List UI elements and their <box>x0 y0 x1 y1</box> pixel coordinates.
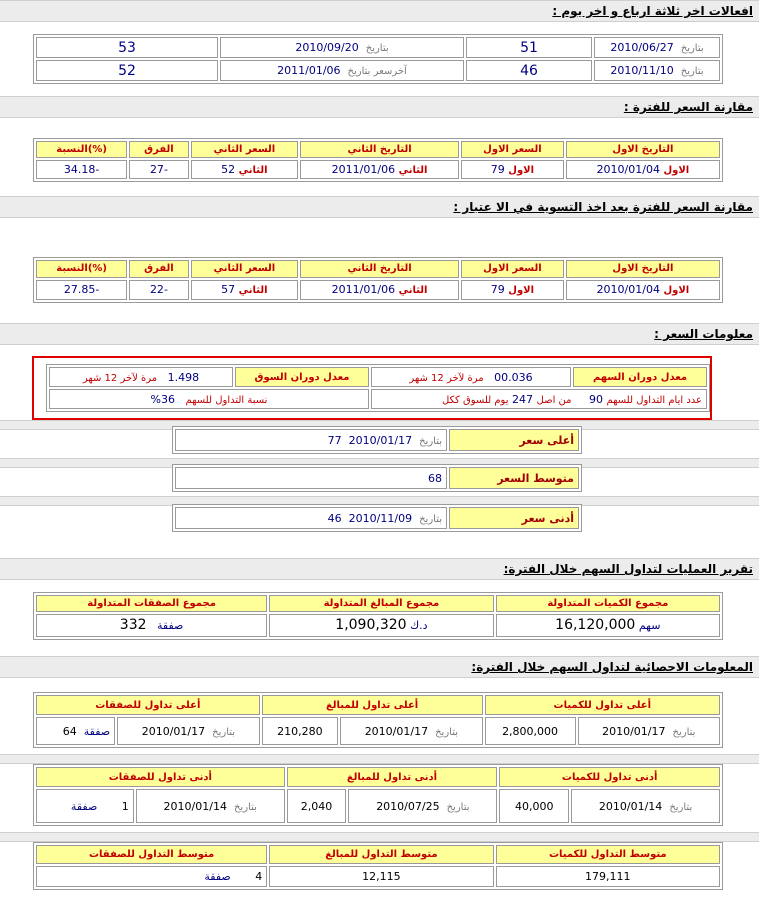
table-cell: بتاريخ 2010/01/17 <box>117 717 259 745</box>
column-header: التاريخ الثاني <box>300 141 459 158</box>
table-cell: 40,000 <box>499 789 569 823</box>
table-cell: الاول 79 <box>461 160 564 179</box>
section-title: مقارنة السعر للفترة : <box>623 100 753 114</box>
table-cell: 4 صفقة <box>36 866 267 887</box>
table-cell: 51 <box>466 37 592 58</box>
section-header-last-quarters <box>0 0 759 22</box>
table-header-row <box>36 260 720 278</box>
table-cell: 68 <box>175 467 447 489</box>
table-cell: بتاريخ 2010/01/17 <box>578 717 720 745</box>
column-header: أدنى تداول للمبالغ <box>287 767 498 787</box>
table-cell: سهم 16,120,000 <box>496 614 720 637</box>
column-header: السعر الثاني <box>191 260 299 278</box>
column-header: السعر الثاني <box>191 141 299 158</box>
table-cell: بتاريخ 2010/01/14 <box>571 789 720 823</box>
table-cell: الثاني 2011/01/06 <box>300 160 459 179</box>
column-header: الفرق <box>129 260 188 278</box>
table-cell: بتاريخ 2010/11/09 46 <box>175 507 447 529</box>
column-header: أدنى تداول للكميات <box>499 767 720 787</box>
divider <box>0 754 759 764</box>
table-cell: 46 <box>466 60 592 81</box>
table-cell: بتاريخ 2010/07/25 <box>348 789 497 823</box>
table-cell: آخرسعر بتاريخ 2011/01/06 <box>220 60 464 81</box>
table-cell: 1.498 مرة لآخر 12 شهر <box>49 367 233 387</box>
turnover-table <box>46 364 710 412</box>
table-cell: نسبة التداول للسهم 36% <box>49 389 369 409</box>
table-cell: عدد ايام التداول للسهم 90 من اصل 247 يوم للسوق ككل <box>371 389 707 409</box>
section-header-price-compare <box>0 96 759 118</box>
table-cell: صفقة 332 <box>36 614 267 637</box>
table-cell: 1 صفقة <box>36 789 134 823</box>
table-cell: -27 <box>129 160 188 179</box>
table-row <box>36 37 720 58</box>
column-header: مجموع الكميات المتداولة <box>496 595 720 612</box>
table-header-row <box>36 695 720 715</box>
table-cell: الاول 79 <box>461 280 564 300</box>
table-row <box>36 60 720 81</box>
low-price-label: أدنى سعر <box>449 507 579 529</box>
table-cell: بتاريخ 2010/01/14 <box>136 789 285 823</box>
column-header: الفرق <box>129 141 188 158</box>
table-row <box>36 717 720 745</box>
table-header-row <box>36 767 720 787</box>
section-title: افعالات اخر ثلاثة ارباع و اخر يوم : <box>552 4 753 18</box>
section-title: معلومات السعر : <box>654 327 753 341</box>
table-cell: بتاريخ 2010/11/10 <box>594 60 720 81</box>
divider <box>0 832 759 842</box>
table-cell: -34.18 <box>36 160 127 179</box>
high-price-label: أعلى سعر <box>449 429 579 451</box>
table-cell: 52 <box>36 60 218 81</box>
avg-price-label: متوسط السعر <box>449 467 579 489</box>
section-header-statistics <box>0 656 759 678</box>
table-cell: د.ك 1,090,320 <box>269 614 493 637</box>
column-header: التاريخ الاول <box>566 141 720 158</box>
table-cell: 179,111 <box>496 866 720 887</box>
table-row <box>175 507 579 529</box>
section-title: مقارنة السعر للفترة بعد اخذ التسوية في الا عتبار : <box>453 200 753 214</box>
table-cell: الثاني 52 <box>191 160 299 179</box>
section-title: المعلومات الاحصائية لتداول السهم خلال الفترة: <box>471 660 753 674</box>
table-header-row <box>36 595 720 612</box>
high-price-table <box>172 426 582 454</box>
column-header: السعر الاول <box>461 260 564 278</box>
table-cell: 53 <box>36 37 218 58</box>
low-price-table <box>172 504 582 532</box>
column-header: التاريخ الثاني <box>300 260 459 278</box>
column-header: متوسط التداول للكميات <box>496 845 720 864</box>
table-row <box>175 429 579 451</box>
market-turnover-label: معدل دوران السوق <box>235 367 369 387</box>
table-row <box>36 866 720 887</box>
column-header: أعلى تداول للصفقات <box>36 695 260 715</box>
table-cell: 2,040 <box>287 789 347 823</box>
table-cell: بتاريخ 2010/09/20 <box>220 37 464 58</box>
table-row <box>49 367 707 387</box>
table-cell: صفقة 64 <box>36 717 115 745</box>
high-trading-table <box>33 692 723 748</box>
section-header-operations-report <box>0 558 759 580</box>
table-cell: 2,800,000 <box>485 717 576 745</box>
table-cell: بتاريخ 2010/01/17 <box>340 717 482 745</box>
table-cell: الاول 2010/01/04 <box>566 280 720 300</box>
table-cell: بتاريخ 2010/06/27 <box>594 37 720 58</box>
column-header: متوسط التداول للمبالغ <box>269 845 493 864</box>
table-cell: 00.036 مرة لآخر 12 شهر <box>371 367 571 387</box>
section-header-adjusted-compare <box>0 196 759 218</box>
table-row <box>36 280 720 300</box>
adjusted-compare-table <box>33 257 723 303</box>
column-header: أعلى تداول للمبالغ <box>262 695 483 715</box>
column-header: (%)النسبة <box>36 141 127 158</box>
section-title: تقرير العمليات لتداول السهم خلال الفترة: <box>503 562 753 576</box>
column-header: (%)النسبة <box>36 260 127 278</box>
table-cell: الثاني 57 <box>191 280 299 300</box>
last-quarters-table <box>33 34 723 84</box>
price-compare-table <box>33 138 723 182</box>
table-cell: 210,280 <box>262 717 339 745</box>
table-header-row <box>36 845 720 864</box>
column-header: السعر الاول <box>461 141 564 158</box>
table-cell: الاول 2010/01/04 <box>566 160 720 179</box>
table-header-row <box>36 141 720 158</box>
column-header: مجموع المبالغ المتداولة <box>269 595 493 612</box>
low-trading-table <box>33 764 723 826</box>
column-header: مجموع الصفقات المتداولة <box>36 595 267 612</box>
table-cell: الثاني 2011/01/06 <box>300 280 459 300</box>
table-row <box>49 389 707 409</box>
operations-table <box>33 592 723 640</box>
table-cell: 12,115 <box>269 866 493 887</box>
table-cell: بتاريخ 2010/01/17 77 <box>175 429 447 451</box>
table-cell: -27.85 <box>36 280 127 300</box>
table-row <box>36 789 720 823</box>
stock-turnover-label: معدل دوران السهم <box>573 367 707 387</box>
table-row <box>36 614 720 637</box>
column-header: أعلى تداول للكميات <box>485 695 720 715</box>
avg-trading-table <box>33 842 723 890</box>
table-row <box>36 160 720 179</box>
table-row <box>175 467 579 489</box>
avg-price-table <box>172 464 582 492</box>
column-header: متوسط التداول للصفقات <box>36 845 267 864</box>
column-header: التاريخ الاول <box>566 260 720 278</box>
column-header: أدنى تداول للصفقات <box>36 767 285 787</box>
section-header-price-info <box>0 323 759 345</box>
table-cell: -22 <box>129 280 188 300</box>
